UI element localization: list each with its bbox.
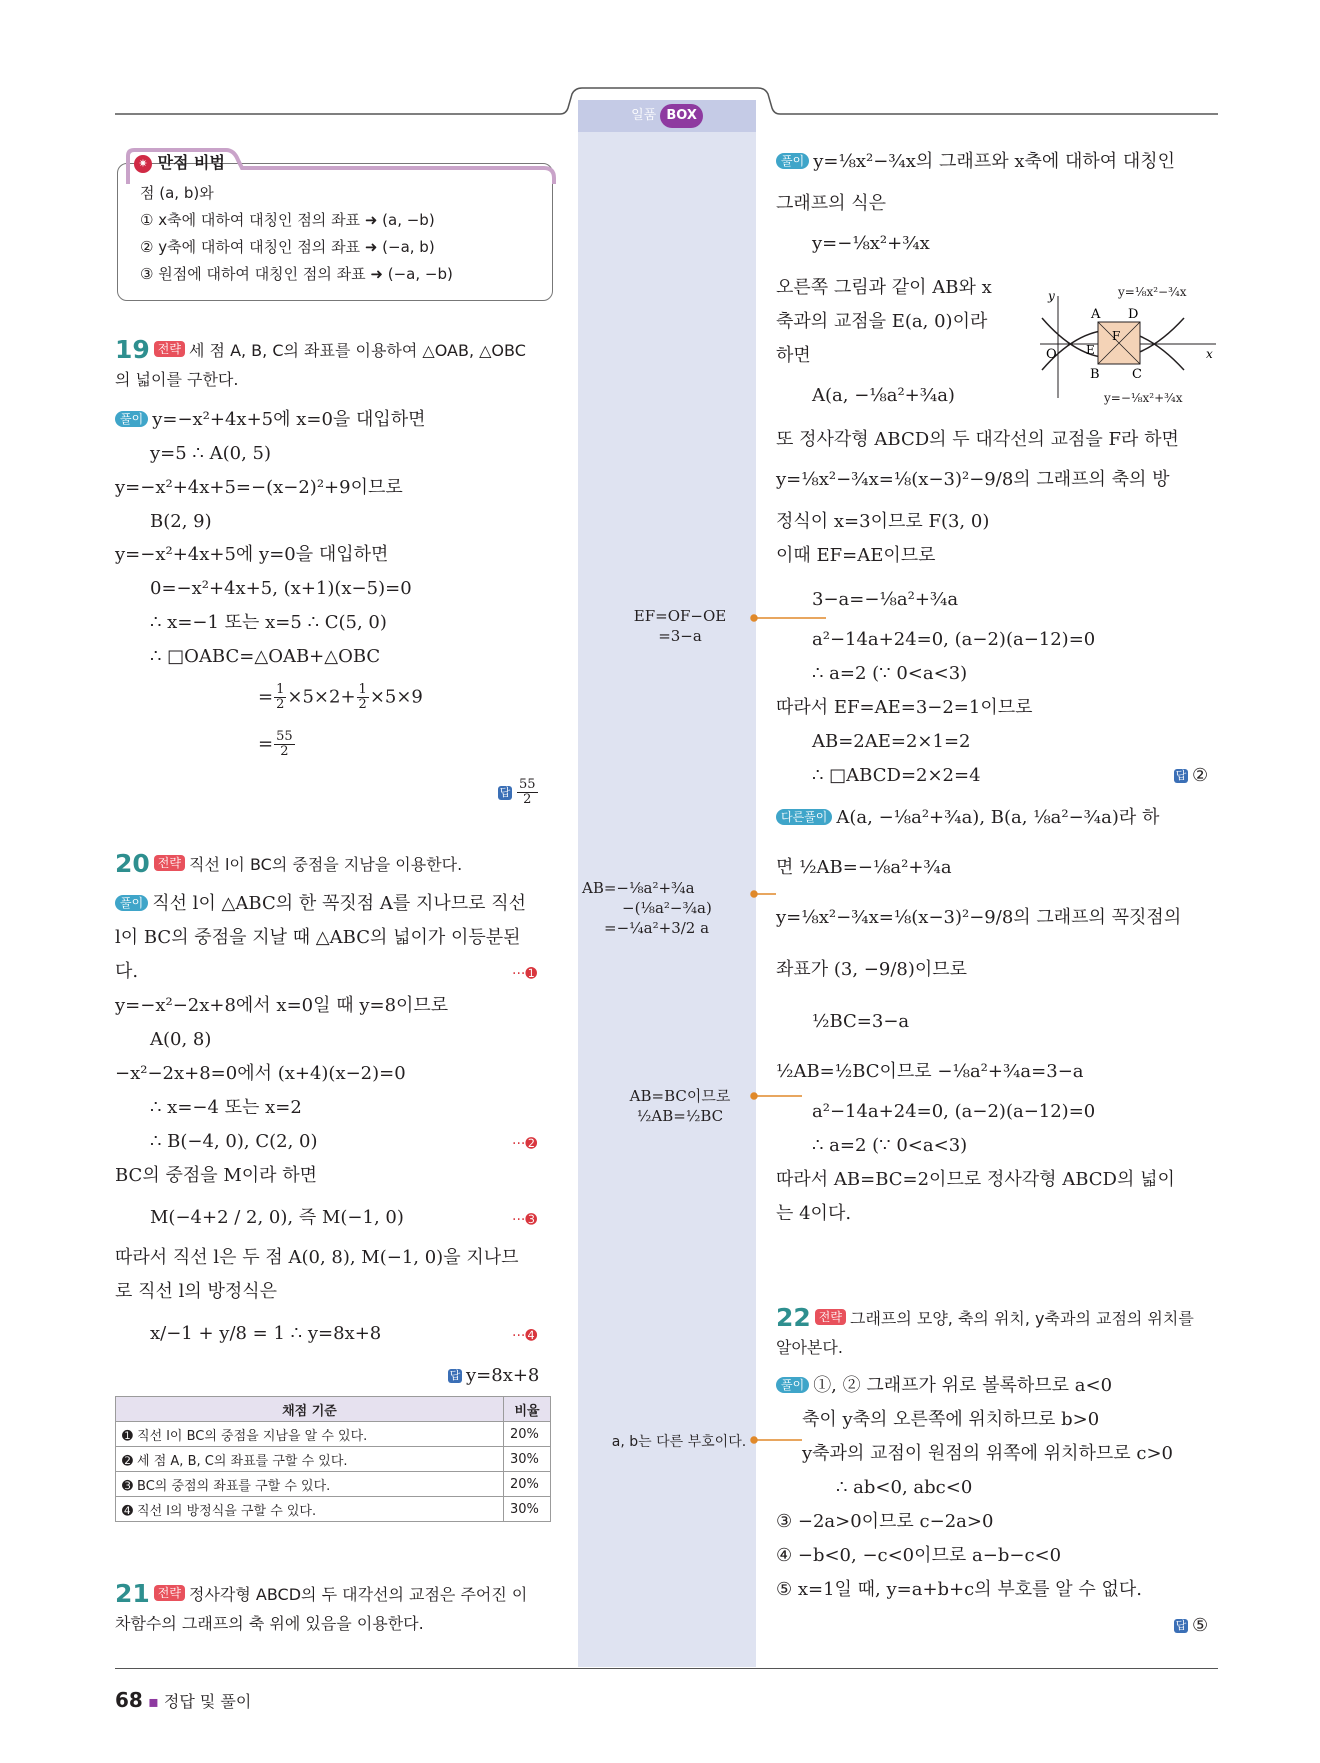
answer-icon: 답 (449, 1369, 461, 1382)
q20-line-4: A(0, 8) (150, 1029, 212, 1050)
q22-answer (1174, 1614, 1208, 1638)
q21-line-16: ∴ □ABCD=2×2=4 (812, 765, 981, 786)
table-cell: ➌ BC의 중점의 좌표를 구할 수 있다. (116, 1472, 504, 1497)
table-row (116, 1472, 551, 1497)
q20-line-3: y=−x²−2x+8에서 x=0일 때 y=8이므로 (115, 995, 449, 1016)
margin-note-4: a, b는 다른 부호이다. (611, 1434, 747, 1450)
box-tab (578, 100, 756, 132)
q19-line-5: 0=−x²+4x+5, (x+1)(x−5)=0 (150, 578, 412, 599)
q21-line-8: y=⅛x²−¾x=⅛(x−3)²−9/8의 그래프의 축의 방 (776, 469, 1170, 490)
q20-line-8: BC의 중점을 M이라 하면 (115, 1165, 318, 1186)
grading-table (115, 1396, 551, 1522)
table-cell: 30% (504, 1447, 551, 1472)
solution-tag: 풀이 (776, 1377, 809, 1393)
q20-line-11: 로 직선 l의 방정식은 (115, 1281, 278, 1302)
q20-step-3: ···➌ (512, 1212, 538, 1228)
q19-line-0 (115, 408, 426, 432)
point-label: F (1112, 329, 1121, 343)
q20-header (115, 849, 463, 878)
q21-line-1: 그래프의 식은 (776, 193, 887, 214)
box-tab-label: 일품 (631, 108, 657, 123)
q20-step-1: ···➊ (512, 966, 538, 982)
point-label: O (1046, 347, 1057, 362)
q21-line-2: y=−⅛x²+¾x (812, 233, 930, 254)
q19-header (115, 335, 526, 364)
q21-header (115, 1579, 528, 1608)
note-text: EF=OF−OE (633, 607, 727, 625)
q20-line-5: −x²−2x+8=0에서 (x+4)(x−2)=0 (115, 1063, 406, 1084)
q21-line-10: 이때 EF=AE이므로 (776, 545, 936, 566)
tip-title-text: 만점 비법 (157, 153, 225, 172)
point-label: D (1128, 307, 1139, 322)
q22-number: 22 (776, 1303, 811, 1332)
page-number: 68 (115, 1688, 143, 1712)
q20-line-9: M(−4+2 / 2, 0), 즉 M(−1, 0) (150, 1207, 404, 1228)
tip-title (134, 150, 225, 173)
note-text: =−¼a²+3/2 a (604, 919, 710, 937)
table-row (116, 1447, 551, 1472)
q22-strategy: 그래프의 모양, 축의 위치, y축과의 교점의 위치를 (849, 1309, 1194, 1328)
q21-line-3: 오른쪽 그림과 같이 AB와 x (776, 277, 992, 298)
q22-line-6: ⑤ x=1일 때, y=a+b+c의 부호를 알 수 없다. (776, 1579, 1142, 1600)
q22-line-4: ③ −2a>0이므로 c−2a>0 (776, 1511, 994, 1532)
frac-den: 2 (280, 744, 289, 759)
q22-strategy-2: 알아본다. (776, 1338, 843, 1357)
q21-line-7: 또 정사각형 ABCD의 두 대각선의 교점을 F라 하면 (776, 429, 1179, 450)
q21-strategy: 정사각형 ABCD의 두 대각선의 교점은 주어진 이 (188, 1585, 528, 1604)
table-cell: ➊ 직선 l이 BC의 중점을 지남을 알 수 있다. (116, 1422, 504, 1447)
tip-line: ③ 원점에 대하여 대칭인 점의 좌표 ➜ (−a, −b) (140, 265, 453, 283)
q20-line-1: l이 BC의 중점을 지날 때 △ABC의 넓이가 이등분된 (115, 927, 521, 948)
q19-strategy-2: 의 넓이를 구한다. (115, 370, 239, 389)
point-label: B (1090, 367, 1100, 382)
q21-alt-9: 는 4이다. (776, 1203, 852, 1224)
solution-tag: 풀이 (115, 411, 148, 427)
eq-part: ×5×2+ (287, 686, 356, 708)
q19-number: 19 (115, 335, 150, 364)
q22-text: ①, ② 그래프가 위로 볼록하므로 a<0 (813, 1375, 1113, 1396)
q22-line-2: y축과의 교점이 원점의 위쪽에 위치하므로 c>0 (802, 1443, 1173, 1464)
q19-eq-a: = $\frac{1}{2}$ ×5×2+ $\frac{1}{2}$ ×5×9 (258, 682, 423, 712)
point-label: A (1091, 307, 1101, 322)
q21-alt-8: 따라서 AB=BC=2이므로 정사각형 ABCD의 넓이 (776, 1169, 1175, 1190)
answer-icon: 답 (1175, 1619, 1187, 1632)
tip-lines (140, 180, 453, 288)
q21-line-12: a²−14a+24=0, (a−2)(a−12)=0 (812, 629, 1096, 650)
answer-text: ⑤ (1192, 1615, 1209, 1636)
table-row (116, 1497, 551, 1522)
frac-den: 2 (276, 697, 285, 712)
table-cell: 30% (504, 1497, 551, 1522)
q20-line-2: 다. (115, 961, 139, 982)
q20-step-2: ···➋ (512, 1136, 538, 1152)
table-cell: ➋ 세 점 A, B, C의 좌표를 구할 수 있다. (116, 1447, 504, 1472)
strategy-tag: 전략 (154, 341, 185, 357)
table-cell: ➍ 직선 l의 방정식을 구할 수 있다. (116, 1497, 504, 1522)
graph-label-top: y=⅛x²−¾x (1118, 285, 1187, 299)
q20-line-6: ∴ x=−4 또는 x=2 (150, 1097, 302, 1118)
q21-line-4: 축과의 교점을 E(a, 0)이라 (776, 311, 988, 332)
strategy-tag: 전략 (154, 855, 185, 871)
q19-answer (498, 778, 539, 807)
q19-strategy: 세 점 A, B, C의 좌표를 이용하여 △OAB, △OBC (188, 341, 526, 360)
note-text: AB=BC이므로 (629, 1087, 731, 1105)
q21-line-9: 정식이 x=3이므로 F(3, 0) (776, 511, 990, 532)
margin-note-1 (600, 606, 760, 646)
footer-rule (115, 1668, 1218, 1669)
table-cell: 20% (504, 1422, 551, 1447)
tip-line: ① x축에 대하여 대칭인 점의 좌표 ➜ (a, −b) (140, 211, 435, 229)
point-label: E (1086, 343, 1095, 357)
bulb-icon: ✷ (134, 155, 152, 173)
q19-eq-b: = $\frac{55}{2}$ (258, 729, 293, 759)
grading-header: 채점 기준 (116, 1397, 504, 1422)
q19-line-6: ∴ x=−1 또는 x=5 ∴ C(5, 0) (150, 612, 387, 633)
note-text: ½AB=½BC (636, 1107, 724, 1125)
strategy-tag: 전략 (815, 1309, 846, 1325)
table-cell: 20% (504, 1472, 551, 1497)
tip-line: ② y축에 대하여 대칭인 점의 좌표 ➜ (−a, b) (140, 238, 435, 256)
q19-text: y=−x²+4x+5에 x=0을 대입하면 (152, 409, 426, 430)
q19-line-3: B(2, 9) (150, 511, 212, 532)
table-row (116, 1422, 551, 1447)
q21-alt-3: 좌표가 (3, −9/8)이므로 (776, 959, 968, 980)
solution-tag: 풀이 (776, 153, 809, 169)
grading-header: 비율 (504, 1397, 551, 1422)
box-badge: BOX (660, 104, 703, 128)
q20-line-12: x/−1 + y/8 = 1 ∴ y=8x+8 (150, 1323, 382, 1344)
q21-strategy-2: 차함수의 그래프의 축 위에 있음을 이용한다. (115, 1614, 424, 1633)
note-text: AB=−⅛a²+¾a (582, 879, 695, 897)
q21-line-14: 따라서 EF=AE=3−2=1이므로 (776, 697, 1033, 718)
q20-line-10: 따라서 직선 l은 두 점 A(0, 8), M(−1, 0)을 지나므 (115, 1247, 519, 1268)
q21-alt-4: ½BC=3−a (812, 1011, 910, 1032)
q19-line-1: y=5 ∴ A(0, 5) (150, 443, 271, 464)
q20-text: 직선 l이 △ABC의 한 꼭짓점 A를 지나므로 직선 (152, 893, 526, 914)
frac-num: 55 (519, 777, 536, 792)
frac-num: 1 (276, 682, 285, 697)
answer-text: ② (1192, 765, 1209, 786)
frac-den: 2 (358, 697, 367, 712)
q19-line-4: y=−x²+4x+5에 y=0을 대입하면 (115, 544, 389, 565)
q21-alt-1: 면 ½AB=−⅛a²+¾a (776, 857, 952, 878)
q21-line-11: 3−a=−⅛a²+¾a (812, 589, 959, 610)
connector-lines (740, 0, 1040, 1500)
q20-strategy: 직선 l이 BC의 중점을 지남을 이용한다. (188, 855, 463, 874)
q20-number: 20 (115, 849, 150, 878)
eq-part: ×5×9 (369, 686, 423, 708)
q22-line-3: ∴ ab<0, abc<0 (836, 1477, 973, 1498)
alt-solution-tag: 다른풀이 (776, 809, 832, 825)
q21-line-13: ∴ a=2 (∵ 0<a<3) (812, 663, 968, 684)
q20-line-0 (115, 892, 526, 916)
answer-icon: 답 (1175, 769, 1187, 782)
q21-alt-5: ½AB=½BC이므로 −⅛a²+¾a=3−a (776, 1061, 1084, 1082)
margin-note-3 (600, 1086, 760, 1126)
q21-text: y=⅛x²−¾x의 그래프와 x축에 대하여 대칭인 (813, 151, 1176, 172)
q19-line-7: ∴ □OABC=△OAB+△OBC (150, 646, 381, 667)
margin-note-2 (582, 878, 752, 938)
q19-line-2: y=−x²+4x+5=−(x−2)²+9이므로 (115, 477, 403, 498)
q21-number: 21 (115, 1579, 150, 1608)
q21-line-6: A(a, −⅛a²+¾a) (812, 385, 955, 406)
point-label: C (1132, 367, 1142, 382)
q21-line-15: AB=2AE=2×1=2 (812, 731, 971, 752)
q20-line-7: ∴ B(−4, 0), C(2, 0) (150, 1131, 318, 1152)
footer: 68 ▪ 정답 및 풀이 (115, 1688, 252, 1712)
q21-alt-7: ∴ a=2 (∵ 0<a<3) (812, 1135, 968, 1156)
frac-den: 2 (523, 792, 532, 807)
q21-line-5: 하면 (776, 345, 811, 366)
graph-label-bottom: y=−⅛x²+¾x (1104, 391, 1183, 405)
q21-alt-6: a²−14a+24=0, (a−2)(a−12)=0 (812, 1101, 1096, 1122)
answer-text: y=8x+8 (466, 1365, 540, 1386)
tip-line: 점 (a, b)와 (140, 184, 214, 202)
q20-step-4: ···➍ (512, 1328, 538, 1344)
q21-alt-2: y=⅛x²−¾x=⅛(x−3)²−9/8의 그래프의 꼭짓점의 (776, 907, 1182, 928)
strategy-tag: 전략 (154, 1585, 185, 1601)
q22-line-5: ④ −b<0, −c<0이므로 a−b−c<0 (776, 1545, 1062, 1566)
alt-text: A(a, −⅛a²+¾a), B(a, ⅛a²−¾a)라 하 (836, 807, 1160, 828)
note-text: =3−a (658, 627, 702, 645)
frac-num: 55 (276, 729, 293, 744)
solution-tag: 풀이 (115, 895, 148, 911)
frac-num: 1 (358, 682, 367, 697)
axis-label: x (1206, 347, 1213, 361)
answer-icon: 답 (499, 785, 511, 799)
q21-answer (1174, 764, 1208, 788)
q20-answer (448, 1364, 539, 1388)
footer-label: 정답 및 풀이 (163, 1692, 252, 1711)
q22-line-1: 축이 y축의 오른쪽에 위치하므로 b>0 (802, 1409, 1100, 1430)
note-text: −(⅛a²−¾a) (622, 899, 712, 917)
axis-label: y (1048, 289, 1055, 303)
